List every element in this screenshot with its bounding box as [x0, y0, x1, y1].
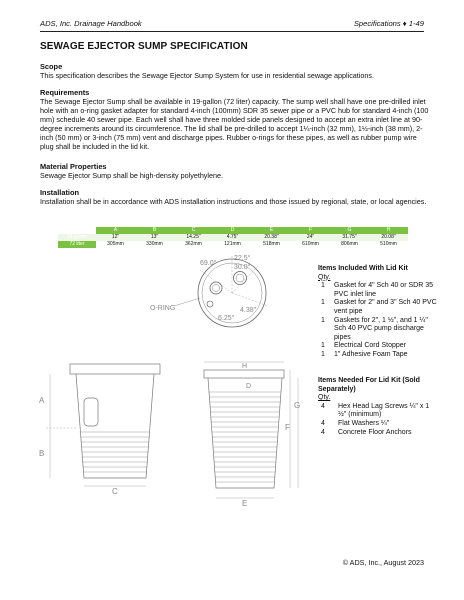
list-item: [318, 420, 438, 429]
list-item: [318, 282, 438, 299]
item-desc: Gaskets for 2", 1 ½", and 1 ¼" Sch 40 PVC pump discharge pipes: [334, 316, 428, 341]
item-qty: 1: [321, 342, 325, 350]
table-cell: 14.25": [174, 234, 213, 241]
material-text: Sewage Ejector Sump shall be high-density polyethylene.: [40, 171, 223, 180]
dim-g-label: G: [294, 401, 301, 410]
table-cell: 305mm: [107, 241, 124, 247]
side-view-drawing: [36, 358, 306, 548]
item-desc: Hex Head Lag Screws ¼" x 1 ½" (minimum): [338, 402, 430, 419]
needed-kit-heading: Items Needed For Lid Kit (Sold Separately): [318, 377, 420, 393]
table-cell: 806mm: [341, 241, 358, 247]
installation-heading: Installation: [40, 188, 80, 197]
lid-kit-list: [318, 265, 438, 360]
dimension-label: 6.25": [218, 315, 235, 322]
item-qty: 4: [321, 402, 325, 410]
list-item: [318, 429, 438, 438]
col-header: G: [330, 227, 369, 234]
item-desc: Electrical Cord Stopper: [334, 342, 406, 350]
material-heading: Material Properties: [40, 162, 107, 171]
sump-side-view-left: [39, 364, 160, 496]
dim-f-label: F: [285, 423, 290, 432]
dim-c-label: C: [112, 487, 118, 496]
item-qty: 4: [321, 419, 325, 427]
dim-h-label: H: [242, 363, 248, 370]
angle-label: 22.5°: [234, 255, 251, 262]
handbook-title: ADS, Inc. Drainage Handbook: [40, 19, 142, 28]
requirements-text: The Sewage Ejector Sump shall be available in 19-gallon (72 liter) capacity. The sump well shall have one pre-drilled inlet hole with an o-ring gasket adapter for standard 4-inch (100mm) SDR 35 sewer pipe or a PVC hub for standard 4-inch (100 mm) schedule 40 sewer pipe. Each well shall have three molded side panels designed to accept an extra inlet line at 90-degree increments around its circumference. The lid shall be pre-drilled to accept 1¼-inch (32 mm), 1½-inch (38 mm), 2-inch (50 mm) or 3-inch (75 mm) vent and discharge pipes. Rubber o-rings for these pipes, as well as rubber pump wire plug shall be included in the lid kit.: [40, 97, 429, 151]
installation-text: Installation shall be in accordance with ADS installation instructions and those issued by regional, state, or local agencies.: [40, 197, 427, 206]
item-desc: Concrete Floor Anchors: [338, 428, 412, 436]
header-rule: [40, 31, 424, 32]
dimension-table: [58, 227, 408, 248]
page-header: [40, 19, 424, 31]
table-cell: 121mm: [224, 241, 241, 247]
list-item: [318, 403, 438, 420]
table-cell: 362mm: [185, 241, 202, 247]
item-desc: Flat Washers ¼": [338, 419, 390, 427]
col-header: F: [291, 227, 330, 234]
requirements-heading: Requirements: [40, 88, 90, 97]
lid-top-view-drawing: [150, 248, 310, 348]
row-label: 19 gallon: [58, 234, 96, 241]
sump-side-view-right: [204, 362, 300, 508]
list-item: [318, 351, 438, 360]
table-cell: 20.38": [252, 234, 291, 241]
col-header: A: [96, 227, 135, 234]
scope-text: This specification describes the Sewage Ejector Sump System for use in residential sewage applications.: [40, 71, 374, 80]
table-cell: 510mm: [380, 241, 397, 247]
lid-kit-heading: Items Included With Lid Kit: [318, 265, 408, 272]
angle-label: 69.0°: [200, 260, 217, 267]
item-desc: Gasket for 2" and 3" Sch 40 PVC vent pipe: [334, 299, 437, 315]
table-cell: 12": [96, 234, 135, 241]
qty-label: Qty.: [318, 394, 331, 402]
col-header: B: [135, 227, 174, 234]
dim-d-label: D: [246, 383, 252, 390]
table-cell: 518mm: [263, 241, 280, 247]
angle-label: 30.0°: [234, 264, 251, 271]
dim-b-label: B: [39, 449, 45, 458]
item-desc: 1" Adhesive Foam Tape: [334, 350, 408, 358]
col-header: H: [369, 227, 408, 234]
list-item: [318, 342, 438, 351]
item-desc: Gasket for 4" Sch 40 or SDR 35 PVC inlet line: [334, 282, 433, 298]
table-cell: 610mm: [302, 241, 319, 247]
table-cell: 330mm: [146, 241, 163, 247]
dim-e-label: E: [242, 499, 248, 508]
table-cell: 31.75": [330, 234, 369, 241]
row-label: 72 liter: [58, 241, 96, 248]
page-title: SEWAGE EJECTOR SUMP SPECIFICATION: [40, 41, 248, 52]
col-header: D: [213, 227, 252, 234]
item-qty: 1: [321, 299, 325, 307]
list-item: [318, 299, 438, 316]
dimension-label: 4.38": [240, 307, 257, 314]
qty-label: Qty.: [318, 273, 331, 281]
item-qty: 1: [321, 350, 325, 358]
table-cell: 24": [291, 234, 330, 241]
scope-heading: Scope: [40, 62, 63, 71]
col-header: C: [174, 227, 213, 234]
needed-kit-list: [318, 377, 438, 437]
table-cell: 13": [135, 234, 174, 241]
o-ring-label: O-RING: [150, 305, 176, 312]
item-qty: 1: [321, 316, 325, 324]
copyright-footer: © ADS, Inc., August 2023: [342, 558, 424, 567]
page-number: Specifications ♦ 1-49: [353, 19, 424, 28]
item-qty: 4: [321, 428, 325, 436]
dim-a-label: A: [39, 396, 45, 405]
table-cell: 4.75": [213, 234, 252, 241]
list-item: [318, 317, 438, 343]
col-header: E: [252, 227, 291, 234]
table-cell: 20.08": [369, 234, 408, 241]
item-qty: 1: [321, 282, 325, 290]
